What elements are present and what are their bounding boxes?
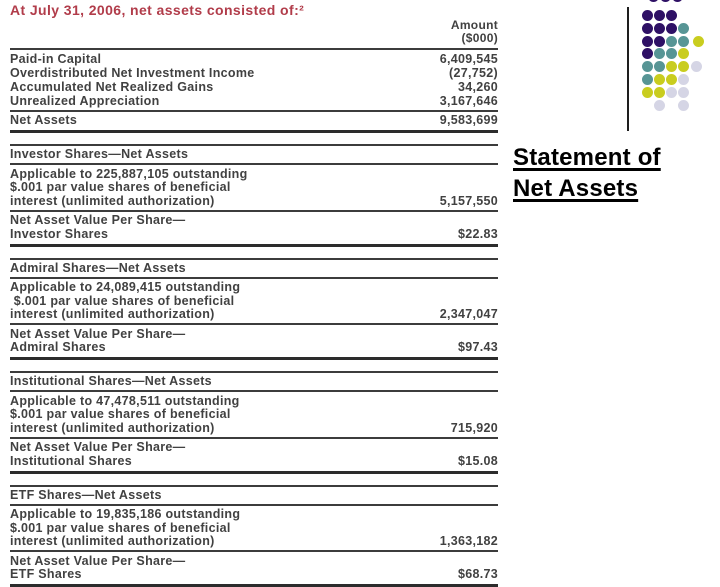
slide-title <box>513 142 661 204</box>
dot <box>642 87 653 98</box>
applicable-line: Applicable to 24,089,415 outstanding <box>10 281 240 295</box>
applicable-line: $.001 par value shares of beneficial <box>10 408 240 422</box>
dot <box>654 100 665 111</box>
applicable-line: Applicable to 19,835,186 outstanding <box>10 508 240 522</box>
applicable-line: interest (unlimited authorization) <box>10 535 240 549</box>
dot <box>642 48 653 59</box>
dot <box>654 10 665 21</box>
dot <box>654 48 665 59</box>
applicable-line: interest (unlimited authorization) <box>10 194 248 208</box>
nav-value: $15.08 <box>450 455 498 468</box>
dot <box>654 36 665 47</box>
row-value: 6,409,545 <box>432 53 498 66</box>
nav-line: Net Asset Value Per Share— <box>10 554 185 568</box>
table-row <box>10 94 498 108</box>
composition-rows <box>10 50 498 112</box>
dot <box>642 61 653 72</box>
share-section-etf <box>10 485 498 587</box>
nav-value: $97.43 <box>450 341 498 354</box>
dot <box>642 74 653 85</box>
table-row <box>10 80 498 94</box>
dot <box>660 0 671 2</box>
applicable-value: 5,157,550 <box>432 195 498 208</box>
nav-value: $22.83 <box>450 228 498 241</box>
dot <box>666 74 677 85</box>
nav-line: Investor Shares <box>10 227 185 241</box>
applicable-line: Applicable to 225,887,105 outstanding <box>10 167 248 181</box>
statement-table <box>10 3 498 587</box>
nav-line: Admiral Shares <box>10 341 185 355</box>
table-row <box>10 52 498 66</box>
applicable-line: interest (unlimited authorization) <box>10 421 240 435</box>
nav-line: Net Asset Value Per Share— <box>10 327 185 341</box>
row-label: Accumulated Net Realized Gains <box>10 81 214 94</box>
section-header: Admiral Shares—Net Assets <box>10 260 498 279</box>
applicable-value: 1,363,182 <box>432 535 498 548</box>
dot <box>666 87 677 98</box>
nav-per-share-block <box>10 325 498 360</box>
dot <box>654 74 665 85</box>
nav-line: ETF Shares <box>10 568 185 582</box>
amount-header-line1: Amount <box>10 19 498 32</box>
dot <box>691 61 702 72</box>
table-caption: At July 31, 2006, net assets consisted of:² <box>10 3 498 18</box>
section-header: Institutional Shares—Net Assets <box>10 373 498 392</box>
dot <box>654 23 665 34</box>
dot <box>672 0 683 2</box>
dot <box>678 61 689 72</box>
applicable-block <box>10 279 498 326</box>
dot <box>642 36 653 47</box>
nav-value: $68.73 <box>450 568 498 581</box>
composition-section <box>10 48 498 133</box>
table-row <box>10 66 498 80</box>
dot <box>666 10 677 21</box>
dot <box>654 87 665 98</box>
applicable-block <box>10 506 498 553</box>
applicable-block <box>10 165 498 212</box>
vertical-divider-line <box>627 7 629 131</box>
row-label: Unrealized Appreciation <box>10 95 160 108</box>
dot <box>642 23 653 34</box>
net-assets-total-row <box>10 112 498 133</box>
slide-title-line2: Net Assets <box>513 173 638 204</box>
amount-column-header <box>10 18 498 48</box>
applicable-line: $.001 par value shares of beneficial <box>10 294 240 308</box>
dot <box>642 10 653 21</box>
row-value: 34,260 <box>450 81 498 94</box>
share-section-institutional <box>10 371 498 474</box>
dot <box>678 74 689 85</box>
nav-line: Net Asset Value Per Share— <box>10 214 185 228</box>
share-section-admiral <box>10 258 498 361</box>
dot <box>678 36 689 47</box>
applicable-value: 2,347,047 <box>432 308 498 321</box>
applicable-line: $.001 par value shares of beneficial <box>10 521 240 535</box>
dot <box>693 36 704 47</box>
section-header: Investor Shares—Net Assets <box>10 146 498 165</box>
dot <box>678 87 689 98</box>
row-value: 3,167,646 <box>432 95 498 108</box>
applicable-line: $.001 par value shares of beneficial <box>10 181 248 195</box>
row-label: Paid-in Capital <box>10 53 101 66</box>
nav-per-share-block <box>10 552 498 587</box>
row-value: (27,752) <box>441 67 498 80</box>
row-label: Net Assets <box>10 114 77 127</box>
nav-line: Institutional Shares <box>10 454 185 468</box>
dot <box>666 36 677 47</box>
dot <box>666 48 677 59</box>
dot <box>648 0 659 2</box>
nav-per-share-block <box>10 212 498 247</box>
applicable-line: interest (unlimited authorization) <box>10 308 240 322</box>
dot <box>678 48 689 59</box>
applicable-value: 715,920 <box>443 422 498 435</box>
slide-title-line1: Statement of <box>513 142 661 173</box>
nav-line: Net Asset Value Per Share— <box>10 441 185 455</box>
nav-per-share-block <box>10 439 498 474</box>
dot <box>678 100 689 111</box>
dot <box>654 61 665 72</box>
row-value: 9,583,699 <box>432 114 498 127</box>
share-section-investor <box>10 144 498 247</box>
applicable-line: Applicable to 47,478,511 outstanding <box>10 394 240 408</box>
row-label: Overdistributed Net Investment Income <box>10 67 255 80</box>
applicable-block <box>10 392 498 439</box>
dot <box>666 61 677 72</box>
amount-header-line2: ($000) <box>10 32 498 45</box>
section-header: ETF Shares—Net Assets <box>10 487 498 506</box>
dot <box>678 23 689 34</box>
dot <box>666 23 677 34</box>
